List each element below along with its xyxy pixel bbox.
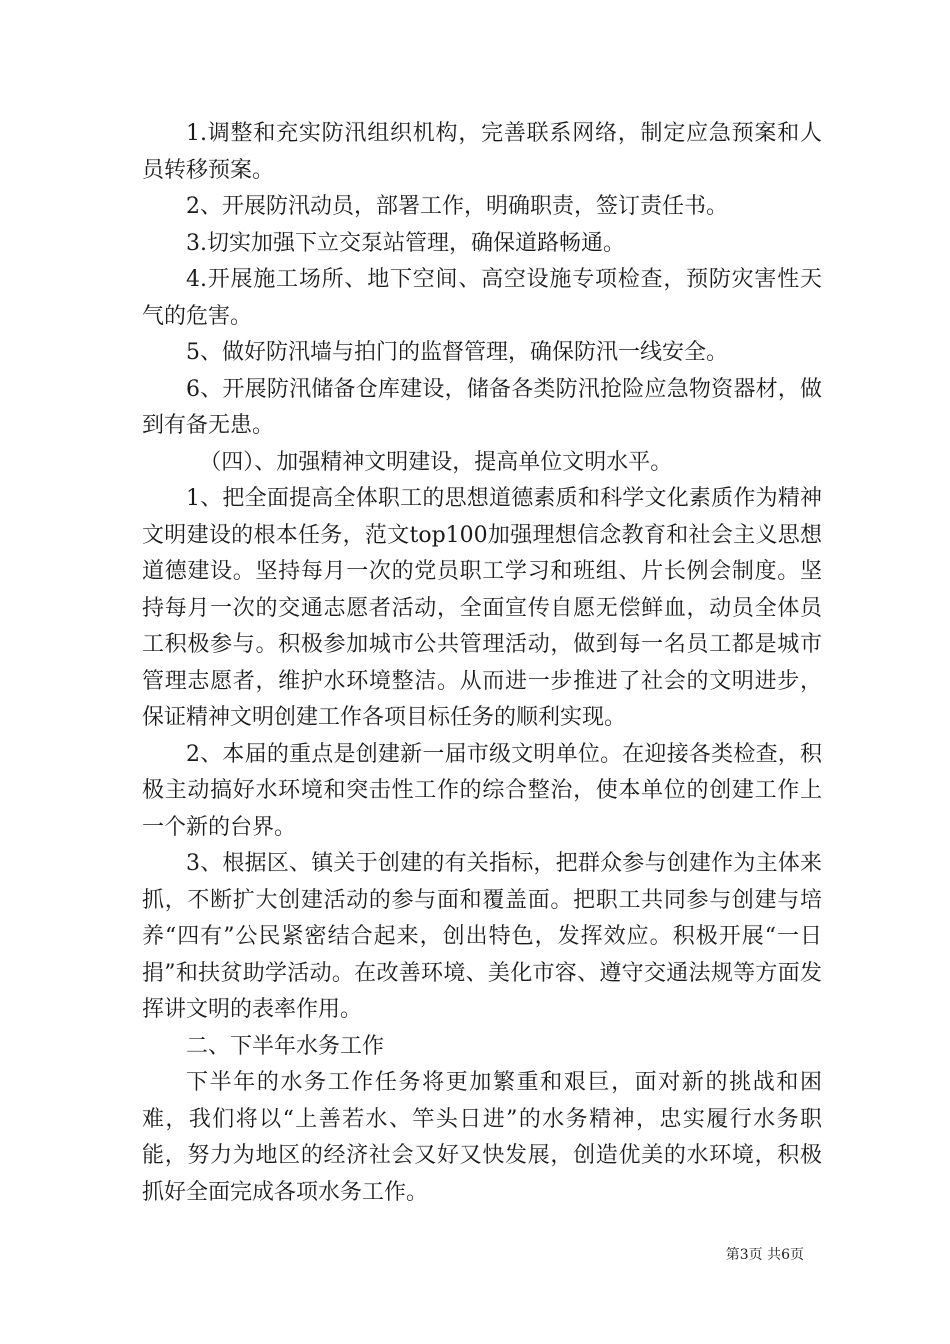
page-number-middle: 页 共 [748,1247,782,1263]
page-number [726,1244,804,1264]
paragraph-item-5: 5、做好防汛墙与拍门的监督管理，确保防汛一线安全。 [186,340,728,365]
paragraph-item-2: 2、开展防汛动员，部署工作，明确职责，签订责任书。 [186,194,728,219]
page-number-prefix: 第 [725,1247,740,1263]
page-number-suffix: 页 [790,1247,804,1263]
page-number-current: 3 [739,1247,749,1263]
paragraph-civilization-1: 1、把全面提高全体职工的思想道德素质和科学文化素质作为精神文明建设的根本任务，范文top100加强理想信念教育和社会主义思想道德建设。坚持每月一次的党员职工学习和班组、片长例会制度。坚持每月一次的交通志愿者活动，全面宣传自愿无偿鲜血，动员全体员工积极参与。积极参加城市公共管理活动，做到每一名员工都是城市管理志愿者，维护水环境整洁。从而进一步推进了社会的文明进步，保证精神文明创建工作各项目标任务的顺利实现。 [142,486,822,730]
paragraph-item-6: 6、开展防汛储备仓库建设，储备各类防汛抢险应急物资器材，做到有备无患。 [142,376,822,438]
section-heading-four: （四）、加强精神文明建设，提高单位文明水平。 [199,449,673,475]
section-heading-second-half: 二、下半年水务工作 [186,1033,385,1059]
paragraph-civilization-3: 3、根据区、镇关于创建的有关指标，把群众参与创建作为主体来抓，不断扩大创建活动的参与面和覆盖面。把职工共同参与创建与培养“四有”公民紧密结合起来，创出特色，发挥效应。积极开展“一日捐”和扶贫助学活动。在改善环境、美化市容、遵守交通法规等方面发挥讲文明的表率作用。 [142,851,822,1022]
paragraph-item-3: 3.切实加强下立交泵站管理，确保道路畅通。 [186,230,625,256]
document-body [142,116,822,1211]
page-number-total: 6 [781,1247,790,1263]
paragraph-item-4: 4.开展施工场所、地下空间、高空设施专项检查，预防灾害性天气的危害。 [142,267,822,329]
paragraph-water-work: 下半年的水务工作任务将更加繁重和艰巨，面对新的挑战和困难，我们将以“上善若水、竿头日进”的水务精神，忠实履行水务职能，努力为地区的经济社会又好又快发展，创造优美的水环境，积极抓好全面完成各项水务工作。 [142,1070,822,1205]
paragraph-civilization-2: 2、本届的重点是创建新一届市级文明单位。在迎接各类检查，积极主动搞好水环境和突击性工作的综合整治，使本单位的创建工作上一个新的台界。 [142,741,822,840]
paragraph-item-1: 1.调整和充实防汛组织机构，完善联系网络，制定应急预案和人员转移预案。 [142,121,822,183]
